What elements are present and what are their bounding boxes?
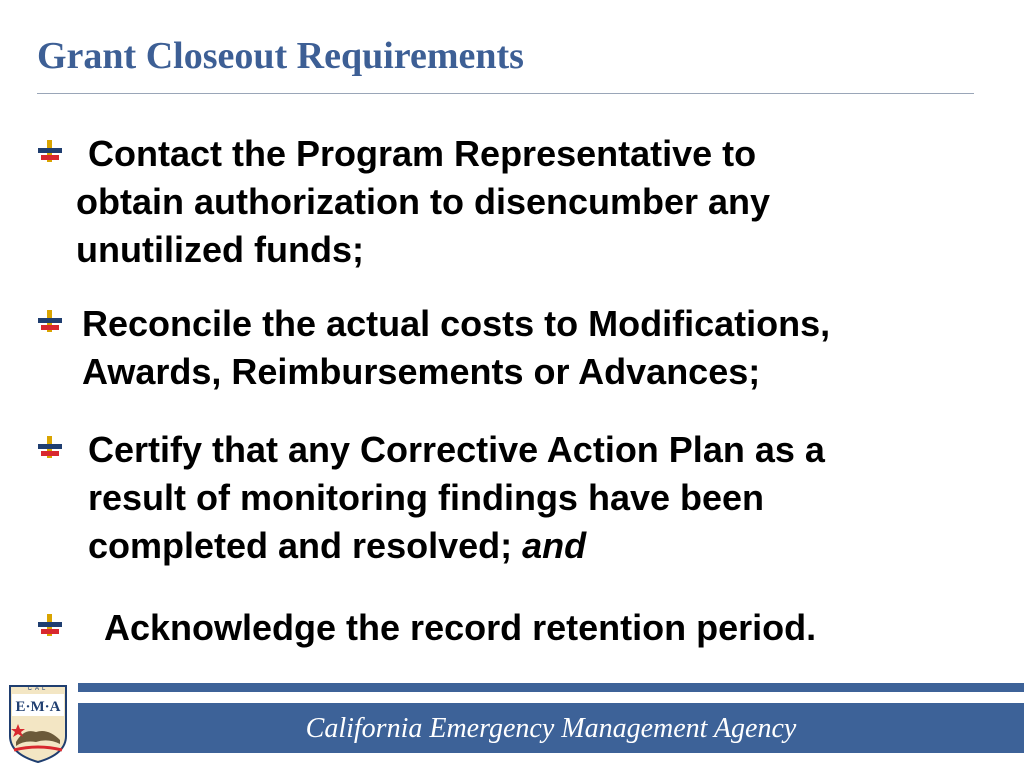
bullet-3-line-3-text: completed and resolved; bbox=[88, 525, 523, 566]
bullet-3-emphasis: and bbox=[522, 525, 587, 566]
bullet-3-line-3 bbox=[88, 522, 825, 570]
bullet-marker-icon bbox=[38, 614, 64, 640]
bullet-item-4 bbox=[38, 604, 998, 656]
bullet-item-3 bbox=[38, 426, 998, 576]
logo-shield-icon bbox=[6, 684, 70, 764]
bullet-4-line-1: Acknowledge the record retention period. bbox=[104, 607, 817, 648]
title-divider bbox=[37, 93, 974, 94]
bullet-1-line-1: Contact the Program Representative to bbox=[88, 133, 757, 174]
bullet-2-line-2: Awards, Reimbursements or Advances; bbox=[82, 351, 761, 392]
slide-title: Grant Closeout Requirements bbox=[37, 35, 524, 77]
bullet-marker-icon bbox=[38, 436, 64, 462]
cal-ema-logo bbox=[6, 684, 70, 764]
bullet-item-1 bbox=[38, 130, 998, 280]
logo-small-text: CAL bbox=[27, 686, 49, 692]
bullet-1-line-2: obtain authorization to disencumber any bbox=[76, 181, 771, 222]
bullet-marker-icon bbox=[38, 140, 64, 166]
logo-text: E·M·A bbox=[15, 699, 61, 715]
bullet-1-line-3: unutilized funds; bbox=[76, 229, 364, 270]
footer-band bbox=[78, 703, 1024, 753]
bullet-2-line-1: Reconcile the actual costs to Modifications, bbox=[82, 303, 831, 344]
footer-stripe bbox=[78, 683, 1024, 692]
bullet-item-2 bbox=[38, 300, 998, 400]
bullet-3-line-2: result of monitoring findings have been bbox=[88, 477, 765, 518]
footer-agency-name: California Emergency Management Agency bbox=[305, 713, 797, 744]
bullet-3-line-1: Certify that any Corrective Action Plan as a bbox=[88, 429, 825, 470]
bullet-marker-icon bbox=[38, 310, 64, 336]
